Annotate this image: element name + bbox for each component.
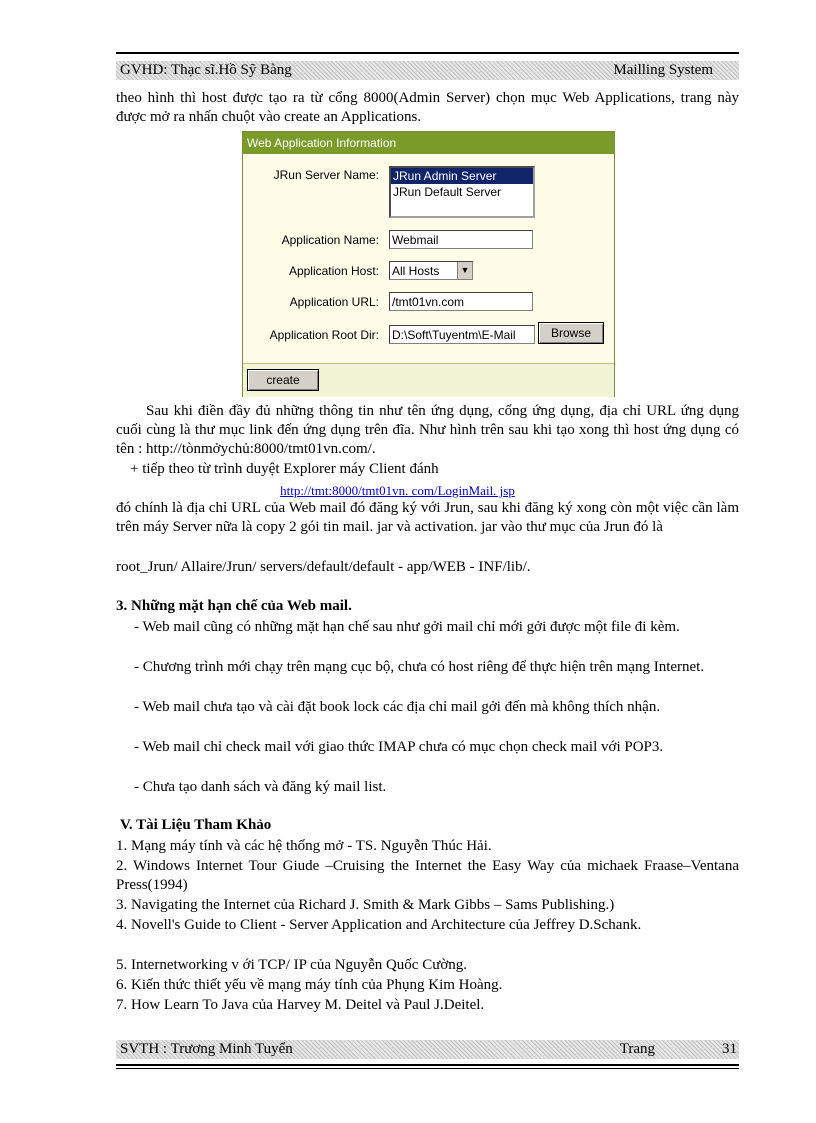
footer-left: SVTH : Trương Minh Tuyển bbox=[120, 1041, 293, 1057]
reference-item: 2. Windows Internet Tour Giude –Cruising the Internet the Easy Way của michaek Fraase–Ventana Press(1994) bbox=[116, 858, 739, 893]
page-footer bbox=[116, 1040, 739, 1059]
footer-rule-thin bbox=[116, 1068, 739, 1069]
app-url-input[interactable]: /tmt01vn.com bbox=[389, 292, 533, 311]
browse-button[interactable]: Browse bbox=[538, 322, 604, 344]
limit-item: - Web mail cũng có những mặt hạn chế sau như gởi mail chỉ mới gởi được một file đi kèm. bbox=[134, 619, 680, 635]
reference-item: 5. Internetworking v ới TCP/ IP của Nguyễn Quốc Cường. bbox=[116, 957, 468, 973]
server-listbox[interactable] bbox=[389, 166, 535, 218]
page-header bbox=[116, 61, 739, 80]
app-name-input[interactable]: Webmail bbox=[389, 230, 533, 249]
paragraph-2: + tiếp theo từ trình duyệt Explorer máy Client đánh bbox=[130, 461, 439, 477]
app-name-label: Application Name: bbox=[281, 233, 379, 247]
header-right: Mailling System bbox=[613, 62, 713, 78]
header-left: GVHD: Thạc sĩ.Hồ Sỹ Bàng bbox=[120, 62, 292, 78]
references-heading: V. Tài Liệu Tham Khảo bbox=[120, 817, 272, 833]
footer-page-number: 31 bbox=[722, 1041, 737, 1057]
limit-item: - Web mail chưa tạo và cài đặt book lock các địa chỉ mail gởi đến mà không thích nhận. bbox=[134, 699, 661, 715]
header-rule bbox=[116, 52, 739, 54]
limit-item: - Chưa tạo danh sách và đăng ký mail list. bbox=[134, 779, 387, 795]
reference-item: 4. Novell's Guide to Client - Server Application and Architecture của Jeffrey D.Schank. bbox=[116, 917, 642, 933]
dropdown-arrow-icon[interactable]: ▼ bbox=[457, 262, 472, 279]
intro-paragraph: theo hình thì host được tạo ra từ cổng 8000(Admin Server) chọn mục Web Applications, trang này được mở ra nhấn chuột vào create an Applications. bbox=[116, 90, 739, 125]
reference-item: 6. Kiến thức thiết yếu về mạng máy tính của Phụng Kim Hoàng. bbox=[116, 977, 503, 993]
web-application-dialog bbox=[242, 131, 615, 397]
server-option-admin[interactable]: JRun Admin Server bbox=[391, 168, 533, 184]
footer-page-label: Trang bbox=[619, 1041, 655, 1057]
limit-item: - Chương trình mới chạy trên mạng cục bộ, chưa có host riêng để thực hiện trên mạng Internet. bbox=[134, 659, 705, 675]
limit-item: - Web mail chỉ check mail với giao thức IMAP chưa có mục chọn check mail với POP3. bbox=[134, 739, 664, 755]
reference-item: 3. Navigating the Internet của Richard J. Smith & Mark Gibbs – Sams Publishing.) bbox=[116, 897, 615, 913]
paragraph-1: Sau khi điền đầy đủ những thông tin như tên ứng dụng, cổng ứng dụng, địa chỉ URL ứng dụng cuối cùng là thư mục link đến ứng dụng trên đĩa. Như hình trên sau khi tạo xong thì host ứng dụng có tên : http://tònmởychủ:8000/tmt01vn.com/. bbox=[116, 403, 739, 457]
reference-item: 1. Mạng máy tính và các hệ thống mở - TS. Nguyễn Thúc Hải. bbox=[116, 838, 492, 854]
app-host-value: All Hosts bbox=[392, 264, 440, 278]
paragraph-3: đó chính là địa chỉ URL của Web mail đó đăng ký với Jrun, sau khi đăng ký xong còn một việc cần làm trên máy Server nữa là copy 2 gói tin mail. jar và activation. jar vào thư mục của Jrun đó là bbox=[116, 500, 739, 535]
dialog-title: Web Application Information bbox=[243, 132, 614, 154]
reference-item: 7. How Learn To Java của Harvey M. Deitel và Paul J.Deitel. bbox=[116, 997, 485, 1013]
app-root-label: Application Root Dir: bbox=[269, 328, 379, 342]
paragraph-4: root_Jrun/ Allaire/Jrun/ servers/default/default - app/WEB - INF/lib/. bbox=[116, 559, 531, 575]
footer-rule bbox=[116, 1064, 739, 1066]
url-line bbox=[116, 481, 739, 500]
create-button[interactable]: create bbox=[247, 369, 319, 391]
app-root-input[interactable]: D:\Soft\Tuyentm\E-Mail bbox=[389, 325, 535, 344]
dialog-footer bbox=[243, 363, 614, 397]
app-url-label: Application URL: bbox=[289, 295, 379, 309]
server-option-default[interactable]: JRun Default Server bbox=[393, 185, 502, 199]
section-3-heading: 3. Những mặt hạn chế của Web mail. bbox=[116, 598, 352, 614]
app-host-label: Application Host: bbox=[288, 264, 379, 278]
app-host-select[interactable] bbox=[389, 261, 473, 280]
login-url-link[interactable]: http://tmt:8000/tmt01vn. com/LoginMail. jsp bbox=[280, 483, 515, 498]
server-name-label: JRun Server Name: bbox=[273, 168, 379, 182]
